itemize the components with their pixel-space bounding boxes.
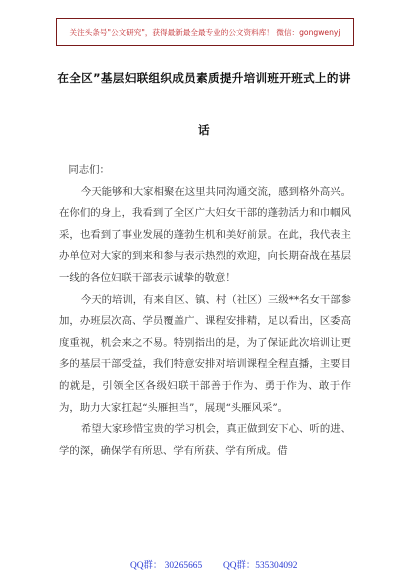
header-banner-text: 关注头条号"公文研究"，获得最新最全最专业的公文资料库！ 微信：gongwenyj bbox=[69, 27, 341, 37]
body-paragraph: 今天的培训，有来自区、镇、村（社区）三级**名女干部参加，办班层次高、学员覆盖广、课程安排精，足以看出，区委高度重视，机会来之不易。特别指出的是，为了保证此次培训让更多的基层干部受益，我们特意安排对培训课程全程直播，主要目的就是，引领全区各级妇联干部善于作为、勇于作为、敢于作为，助力大家扛起“头雁担当”，展现“头雁风采”。 bbox=[59, 293, 351, 414]
document-body bbox=[59, 160, 351, 462]
document-title-line-2: 话 bbox=[198, 123, 210, 137]
qq-group-2: QQ群：535304092 bbox=[223, 561, 298, 571]
body-paragraph: 今天能够和大家相聚在这里共同沟通交流，感到格外高兴。在你们的身上，我看到了全区广大妇女干部的蓬勃活力和巾帼风采，也看到了事业发展的蓬勃生机和美好前景。在此，我代表主办单位对大家的到来和参与表示热烈的欢迎，向长期奋战在基层一线的各位妇联干部表示诚挚的敬意！ bbox=[59, 185, 351, 284]
salutation: 同志们： bbox=[68, 164, 110, 176]
qq-group-1: QQ群： 30265665 bbox=[130, 561, 203, 571]
page-footer bbox=[0, 557, 408, 571]
document-title-line-1: 在全区”基层妇联组织成员素质提升培训班开班式上的讲 bbox=[57, 71, 351, 85]
body-paragraph: 希望大家珍惜宝贵的学习机会，真正做到安下心、听的进、学的深，确保学有所思、学有所获、学有所成。借 bbox=[59, 423, 351, 457]
header-banner bbox=[56, 18, 354, 46]
